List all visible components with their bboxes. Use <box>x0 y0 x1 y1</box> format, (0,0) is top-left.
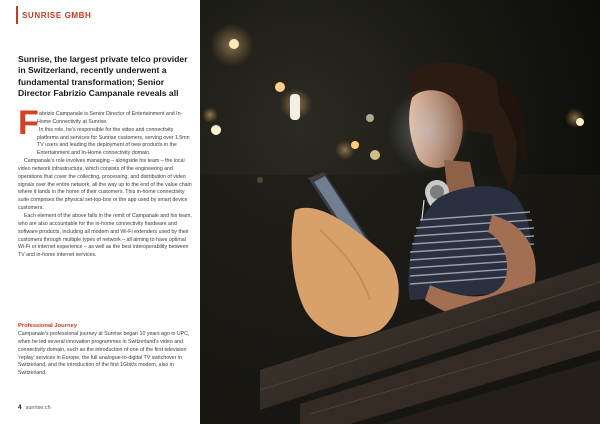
intro-paragraph: abrizio Campanale is Senior Director of Entertainment and In-Home Connectivity at Sunrise. <box>37 111 183 125</box>
page-number: 4 <box>18 404 22 411</box>
paragraph-4: Campanale's professional journey at Sunrise began 10 years ago in UPC, when he led several innovation programmes in Switzerland's video and connectivity domain, such as the introduction of one of the first television ‘replay’ services in Europe, the full analogue-to-digital TV switchover in Switzerland, and the introduction of the first 1Gbit/s modem, also in Switzerland. <box>18 331 190 377</box>
intro-second-part: In this role, he's responsible for the video and connectivity platforms and services for Sunrise customers, serving over 1.5mn TV users and leading the deployment of new products in the Entertainment and In-Home connectivity domain. <box>37 126 190 157</box>
article-body-continued <box>18 331 195 378</box>
page-footer <box>18 404 51 411</box>
article-body <box>18 111 195 260</box>
article-headline: Sunrise, the largest private telco provider in Switzerland, recently underwent a fundamental transformation; Senior Director Fabrizio Campanale reveals all <box>18 54 188 99</box>
paragraph-2: Campanale's role involves managing – alongside his team – the local video network infrastructure, which consists of the engineering and operations that cover the collecting, processing, and distribution of video signals over the entire network, all the way up to the end of the value chain where it lands in the home of their customers. This in-home connectivity suite comprises the physical set-top-box or the app used by smart device customers. <box>18 158 192 212</box>
brand-label: SUNRISE GMBH <box>22 11 92 20</box>
night-reading-illustration <box>200 0 600 424</box>
footer-site: sunrise.ch <box>25 405 51 411</box>
brand-accent-bar <box>16 6 18 24</box>
drop-cap: F <box>18 104 39 142</box>
intro-paragraph-indented <box>18 127 195 158</box>
hero-photo <box>200 0 600 424</box>
article-column <box>0 0 200 424</box>
section-subheading: Professional Journey <box>18 323 77 329</box>
paragraph-3: Each element of the above falls in the remit of Campanale and his team, who are also accountable for the in-home connectivity hardware and software products, including all modem and Wi-Fi extenders used by their customers through multiple types of network – all aiming to have optimal Wi-Fi or internet experience – as well as the best interoperability between TV and in-home internet services. <box>18 212 192 259</box>
